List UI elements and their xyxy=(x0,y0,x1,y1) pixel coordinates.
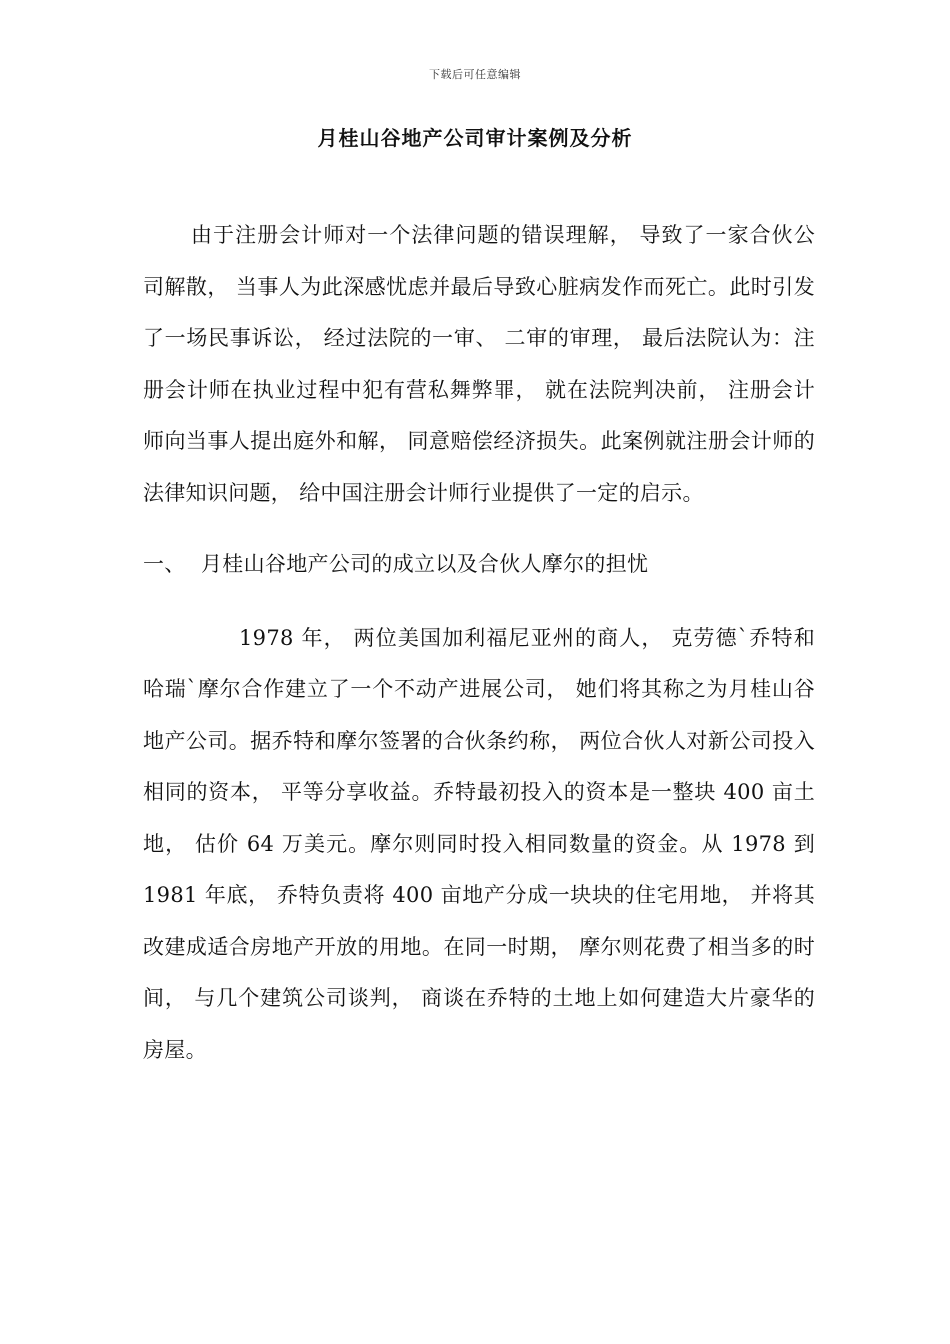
section-heading-text: 月桂山谷地产公司的成立以及合伙人摩尔的担忧 xyxy=(201,552,649,576)
section-heading xyxy=(143,539,815,591)
document-title: 月桂山谷地产公司审计案例及分析 xyxy=(317,126,633,150)
section-paragraph: 1978 年， 两位美国加利福尼亚州的商人， 克劳德`乔特和哈瑞`摩尔合作建立了一个不动产进展公司， 她们将其称之为月桂山谷地产公司。据乔特和摩尔签署的合伙条约称， 两位合伙人对新公司投入相同的资本， 平等分享收益。乔特最初投入的资本是一整块 400 亩土地， 估价 64 万美元。摩尔则同时投入相同数量的资金。从 1978 到 1981 年底， 乔特负责将 400 亩地产分成一块块的住宅用地， 并将其改建成适合房地产开放的用地。在同一时期， 摩尔则花费了相当多的时间， 与几个建筑公司谈判， 商谈在乔特的土地上如何建造大片豪华的房屋。 xyxy=(143,625,815,1062)
header-note: 下载后可任意编辑 xyxy=(429,68,521,81)
section-number: 一、 xyxy=(143,552,186,576)
document-body xyxy=(143,210,815,1076)
intro-paragraph: 由于注册会计师对一个法律问题的错误理解， 导致了一家合伙公司解散， 当事人为此深感忧虑并最后导致心脏病发作而死亡。此时引发了一场民事诉讼， 经过法院的一审、 二审的审理， 最后法院认为：注册会计师在执业过程中犯有营私舞弊罪， 就在法院判决前， 注册会计师向当事人提出庭外和解， 同意赔偿经济损失。此案例就注册会计师的法律知识问题， 给中国注册会计师行业提供了一定的启示。 xyxy=(143,223,815,505)
